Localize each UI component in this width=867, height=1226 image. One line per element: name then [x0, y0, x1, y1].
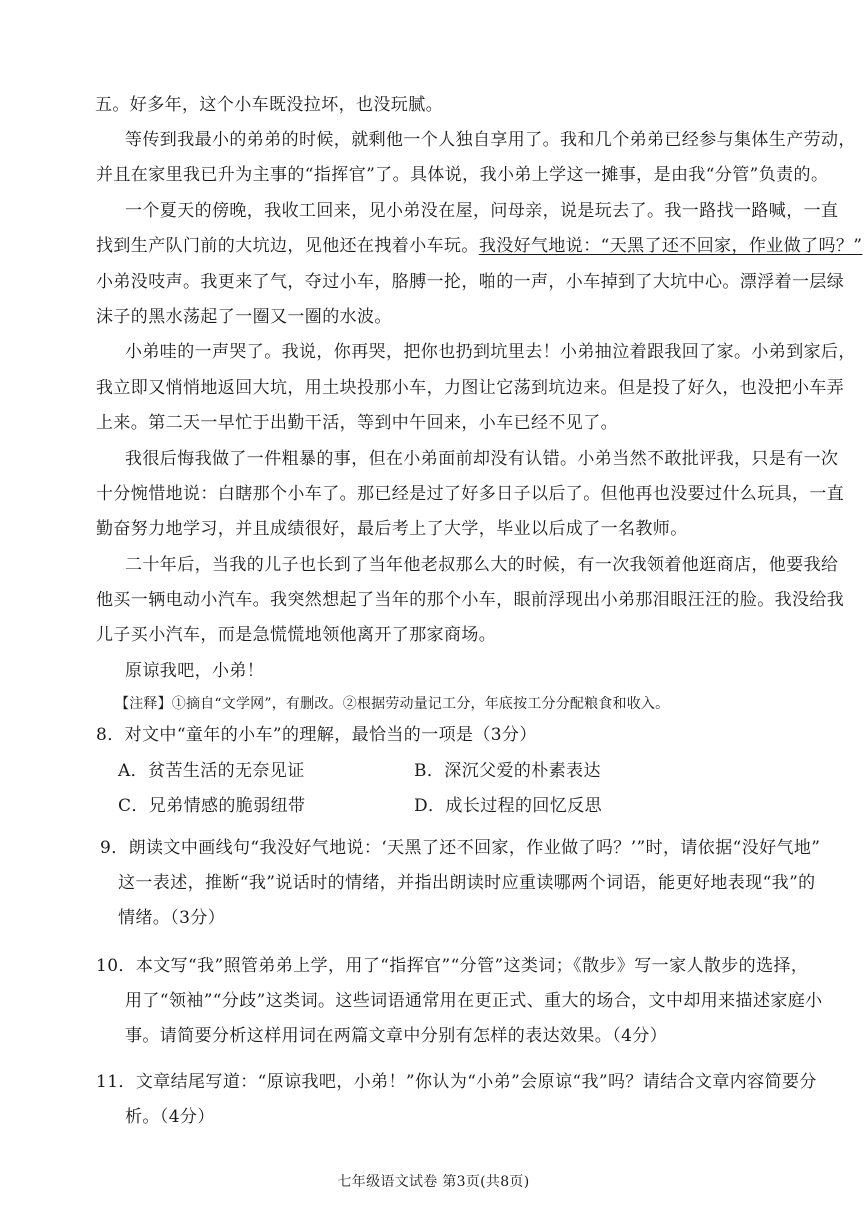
question-10-line: 用了“领袖”“分歧”这类词。这些词语通常用在更正式、重大的场合，文中却用来描述家庭小: [125, 991, 823, 1011]
question-10-line: 事。请简要分析这样用词在两篇文章中分别有怎样的表达效果。（4分）: [125, 1026, 668, 1046]
paragraph-line: 一个夏天的傍晚，我收工回来，见小弟没在屋，问母亲，说是玩去了。我一路找一路喊，一直: [125, 201, 839, 221]
question-8-stem: 8．对文中“童年的小车”的理解，最恰当的一项是（3分）: [96, 725, 537, 745]
annotation-note: 【注释】①摘自“文学网”，有删改。②根据劳动量记工分，年底按工分分配粮食和收入。: [115, 696, 670, 712]
paragraph-line: 上来。第二天一早忙于出勤干活，等到中午回来，小车已经不见了。: [96, 413, 618, 433]
paragraph-line: [0, 235, 867, 257]
question-9: 9．朗读文中画线句“我没好气地说：‘天黑了还不回家，作业做了吗？’”时，请依据“没好气地”: [100, 838, 821, 858]
paragraph-line: 勤奋努力地学习，并且成绩很好，最后考上了大学，毕业以后成了一名教师。: [96, 519, 688, 539]
paragraph-line: 小弟哇的一声哭了。我说，你再哭，把你也扔到坑里去！小弟抽泣着跟我回了家。小弟到家后，: [125, 342, 856, 362]
q8-option-c: C．兄弟情感的脆弱纽带: [118, 796, 306, 816]
paragraph-line: 我很后悔我做了一件粗暴的事，但在小弟面前却没有认错。小弟当然不敢批评我，只是有一次: [125, 449, 839, 469]
paragraph-line: 二十年后，当我的儿子也长到了当年他老叔那么大的时候，有一次我领着他逛商店，他要我给: [125, 555, 839, 575]
question-11: 11．文章结尾写道：“原谅我吧，小弟！”你认为“小弟”会原谅“我”吗？请结合文章内容简要分: [96, 1072, 817, 1092]
paragraph-line: 他买一辆电动小汽车。我突然想起了当年的那个小车，眼前浮现出小弟那泪眼汪汪的脸。我没给我: [96, 590, 845, 610]
section-heading: 五。好多年，这个小车既没拉坏，也没玩腻。: [95, 95, 443, 115]
paragraph-line: 并且在家里我已升为主事的“指挥官”了。具体说，我小弟上学这一摊事，是由我“分管”负责的。: [96, 165, 829, 185]
q8-option-b: B．深沉父爱的朴素表达: [414, 761, 601, 781]
question-9-line: 情绪。（3分）: [118, 908, 226, 928]
page-footer: 七年级语文试卷 第3页(共8页): [337, 1174, 530, 1190]
paragraph-line: 等传到我最小的弟弟的时候，就剩他一个人独自享用了。我和几个弟弟已经参与集体生产劳动，: [125, 130, 856, 150]
paragraph-line: 沫子的黑水荡起了一圈又一圈的水波。: [96, 307, 392, 327]
underlined-sentence: 我没好气地说：“天黑了还不回家，作业做了吗？”: [478, 236, 863, 256]
q8-option-d: D．成长过程的回忆反思: [414, 796, 603, 816]
paragraph-line: 儿子买小汽车，而是急慌慌地领他离开了那家商场。: [96, 625, 497, 645]
q8-option-a: A．贫苦生活的无奈见证: [118, 761, 305, 781]
paragraph-line: 小弟没吱声。我更来了气，夺过小车，胳膊一抡，啪的一声，小车掉到了大坑中心。漂浮着一层绿: [96, 272, 845, 292]
question-9-line: 这一表述，推断“我”说话时的情绪，并指出朗读时应重读哪两个词语，能更好地表现“我”的: [118, 873, 816, 893]
question-11-line: 析。（4分）: [125, 1107, 215, 1127]
paragraph-text: 找到生产队门前的大坑边，见他还在拽着小车玩。: [96, 236, 479, 256]
paragraph-line: 原谅我吧，小弟！: [125, 661, 265, 681]
paragraph-line: 十分惋惜地说：白瞎那个小车了。那已经是过了好多日子以后了。但他再也没要过什么玩具，一直: [96, 484, 845, 504]
question-10: 10．本文写“我”照管弟弟上学，用了“指挥官”“分管”这类词；《散步》写一家人散步的选择，: [96, 956, 809, 976]
paragraph-line: 我立即又悄悄地返回大坑，用土块投那小车，力图让它荡到坑边来。但是投了好久，也没把小车弄: [96, 378, 845, 398]
